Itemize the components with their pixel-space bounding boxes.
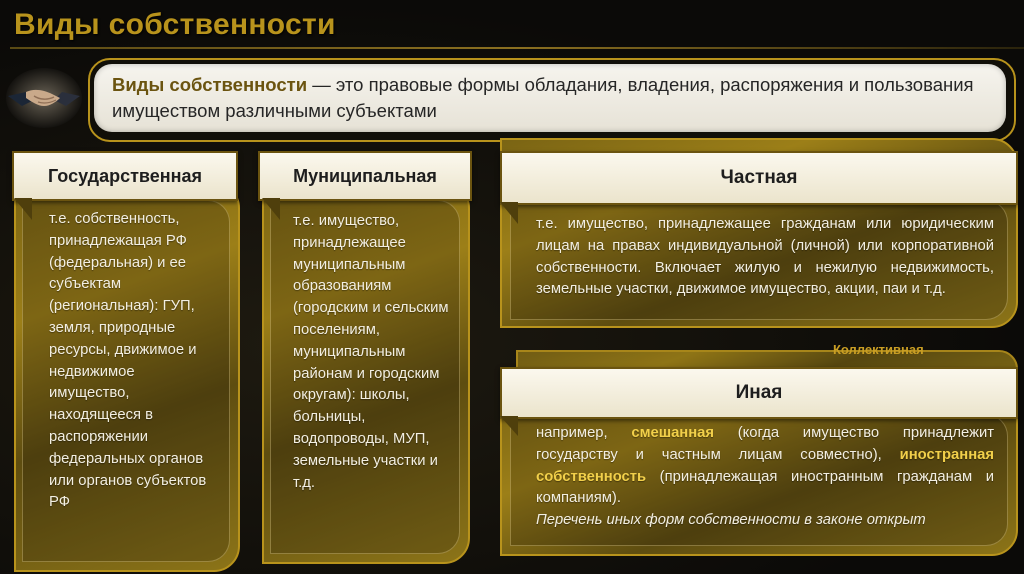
title-underline [10, 47, 1024, 49]
label-state-tail [14, 198, 32, 220]
text-state: т.е. собственность, принадлежащая РФ (федеральная) и ее субъектам (региональная): ГУП, земля, природные ресурсы, движимое и недвижимое имущество, находящееся в распоряжении федеральных органов или органов субъектов РФ [49, 211, 207, 511]
text-private: т.е. имущество, принадлежащее гражданам или юридическим лицам на правах индивидуальной (личной) или корпоративной собственности. Включает жилую и нежилую недвижимость, земельные участки, движимое имущество, акции, паи и т.д. [536, 216, 994, 298]
label-private: Частная [500, 151, 1018, 205]
definition-text [112, 72, 992, 124]
label-other: Иная [500, 367, 1018, 419]
page-title: Виды собственности [14, 8, 336, 41]
label-private-tail [500, 202, 518, 224]
other-note: Перечень иных форм собственности в законе открыт [536, 512, 926, 529]
other-text-2: (когда имущество принадлежит государству и частным лицам совместно), [536, 425, 995, 463]
other-highlight-foreign: иностранная собственность [536, 446, 994, 485]
text-other [536, 423, 994, 532]
handshake-icon [4, 66, 84, 130]
definition-term: Виды собственности [112, 74, 308, 95]
label-municipal-tail [262, 198, 280, 220]
other-highlight-mixed: смешанная [631, 425, 715, 441]
text-municipal: т.е. имущество, принадлежащее муниципальным образованиям (городским и сельским поселениям, муниципальным районам и городским округам): школы, больницы, водопроводы, МУП, земельные участки и т.д. [293, 213, 449, 491]
definition-body: — это правовые формы обладания, владения, распоряжения и пользования имуществом различными субъектами [112, 74, 974, 121]
other-text-3: (принадлежащая иностранным гражданам и компаниям). [536, 468, 994, 507]
label-state: Государственная [12, 151, 238, 201]
label-municipal: Муниципальная [258, 151, 472, 201]
other-text-1: например, [536, 425, 632, 441]
label-collective: Коллективная [833, 342, 924, 357]
label-other-tail [500, 416, 518, 436]
